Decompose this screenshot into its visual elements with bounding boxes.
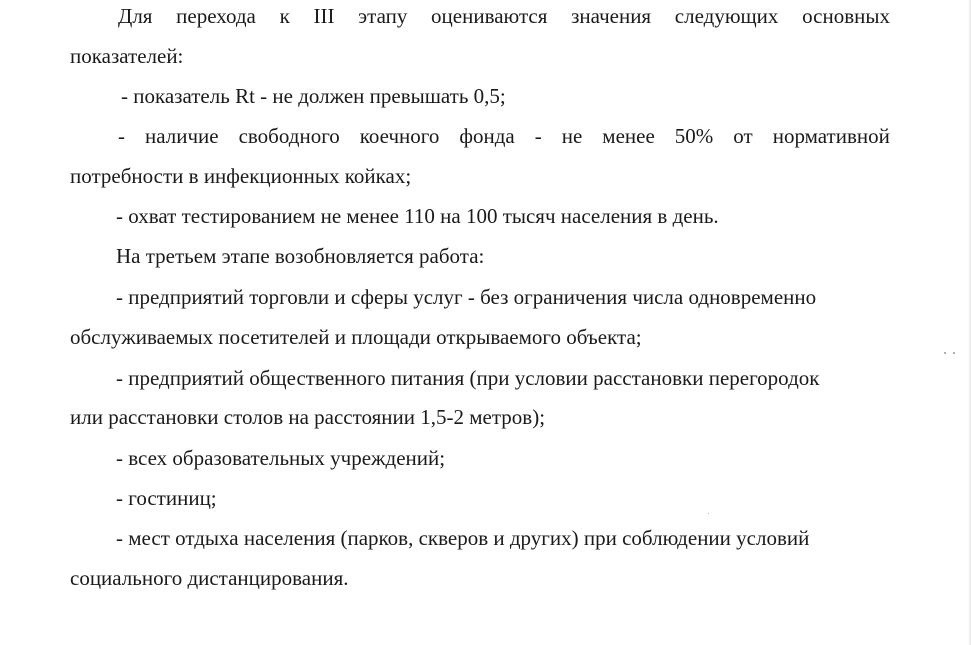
word: - xyxy=(534,124,542,148)
word: от xyxy=(733,124,753,148)
word: не xyxy=(561,124,583,148)
paragraph-3-line-2: потребности в инфекционных койках; xyxy=(70,164,412,188)
paragraph-4: - охват тестированием не менее 110 на 100 тысяч населения в день. xyxy=(116,204,719,228)
paragraph-1-line-1 xyxy=(118,4,890,28)
paragraph-10-line-2: социального дистанцирования. xyxy=(70,566,349,590)
paragraph-10-line-1: - мест отдыха населения (парков, скверов и других) при соблюдении условий xyxy=(116,526,810,550)
word: Для xyxy=(118,4,153,28)
paragraph-6-line-2: обслуживаемых посетителей и площади открываемого объекта; xyxy=(70,325,642,349)
paragraph-8: - всех образовательных учреждений; xyxy=(116,446,446,470)
word: свободного xyxy=(238,124,340,148)
word: фонда xyxy=(459,124,515,148)
paragraph-7-line-2: или расстановки столов на расстоянии 1,5-2 метров); xyxy=(70,405,546,429)
word: нормативной xyxy=(772,124,890,148)
word: - xyxy=(118,124,125,148)
word: коечного xyxy=(359,124,440,148)
scan-speck xyxy=(708,513,709,514)
word: основных xyxy=(802,4,890,28)
word: менее xyxy=(602,124,655,148)
word: значения xyxy=(571,4,652,28)
word: 50% xyxy=(674,124,714,148)
scan-speck xyxy=(944,352,946,354)
word: следующих xyxy=(674,4,779,28)
paragraph-1-line-2: показателей: xyxy=(70,44,184,68)
scan-speck xyxy=(953,352,955,354)
word: наличие xyxy=(145,124,219,148)
paragraph-5: На третьем этапе возобновляется работа: xyxy=(116,244,485,268)
paragraph-6-line-1: - предприятий торговли и сферы услуг - без ограничения числа одновременно xyxy=(116,285,817,309)
paragraph-3-line-1 xyxy=(118,124,890,148)
word: перехода xyxy=(176,4,256,28)
word: к xyxy=(279,4,290,28)
word: оцениваются xyxy=(431,4,548,28)
word: III xyxy=(313,4,335,28)
paragraph-7-line-1: - предприятий общественного питания (при условии расстановки перегородок xyxy=(116,366,820,390)
word: этапу xyxy=(358,4,408,28)
paragraph-2: - показатель Rt - не должен превышать 0,5; xyxy=(121,84,506,108)
paragraph-9: - гостиниц; xyxy=(116,486,217,510)
